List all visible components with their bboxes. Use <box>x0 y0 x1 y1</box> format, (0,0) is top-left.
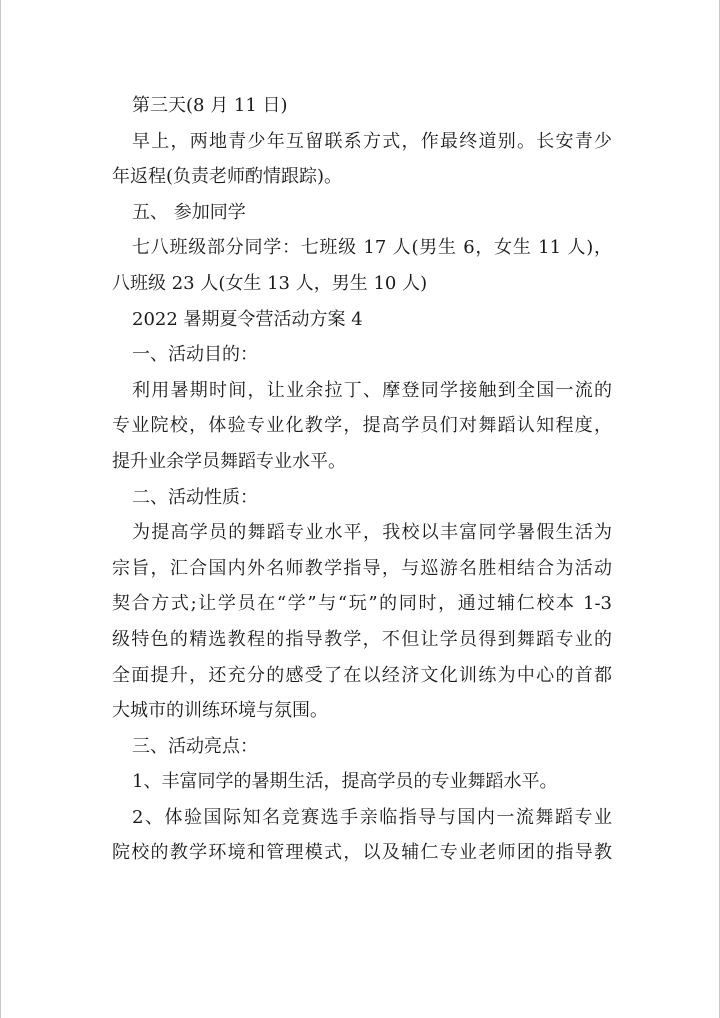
text-line: 专业院校，体验专业化教学，提高学员们对舞蹈认知程度， <box>112 415 612 437</box>
text-line: 契合方式;让学员在“学”与“玩”的同时，通过辅仁校本 1-3 <box>112 593 612 615</box>
text-line: 一、活动目的： <box>132 344 258 366</box>
text-line: 利用暑期时间，让业余拉丁、摩登同学接触到全国一流的 <box>132 379 612 401</box>
text-line: 1、丰富同学的暑期生活，提高学员的专业舞蹈水平。 <box>132 771 558 793</box>
text-line: 五、 参加同学 <box>132 201 246 223</box>
text-line: 大城市的训练环境与氛围。 <box>112 700 328 722</box>
text-line: 早上，两地青少年互留联系方式，作最终道别。长安青少 <box>132 130 612 152</box>
text-line: 级特色的精选教程的指导教学，不但让学员得到舞蹈专业的 <box>112 628 612 650</box>
text-line: 二、活动性质： <box>132 486 258 508</box>
text-line: 院校的教学环境和管理模式，以及辅仁专业老师团的指导教 <box>112 842 612 864</box>
text-line: 全面提升，还充分的感受了在以经济文化训练为中心的首都 <box>112 664 612 686</box>
text-line: 2、体验国际知名竞赛选手亲临指导与国内一流舞蹈专业 <box>132 806 612 828</box>
text-line: 三、活动亮点： <box>132 735 258 757</box>
text-line: 年返程(负责老师酌情跟踪)。 <box>112 166 343 188</box>
text-line: 提升业余学员舞蹈专业水平。 <box>112 450 346 472</box>
text-line: 为提高学员的舞蹈专业水平，我校以丰富同学暑假生活为 <box>132 522 612 544</box>
text-line: 七八班级部分同学：七班级 17 人(男生 6，女生 11 人)， <box>132 237 612 259</box>
document-body <box>112 88 612 871</box>
text-line: 八班级 23 人(女生 13 人，男生 10 人) <box>112 272 428 294</box>
text-line: 宗旨，汇合国内外名师教学指导，与巡游名胜相结合为活动 <box>112 557 612 579</box>
text-line: 2022 暑期夏令营活动方案 4 <box>132 308 363 330</box>
text-line: 第三天(8 月 11 日) <box>132 95 288 116</box>
